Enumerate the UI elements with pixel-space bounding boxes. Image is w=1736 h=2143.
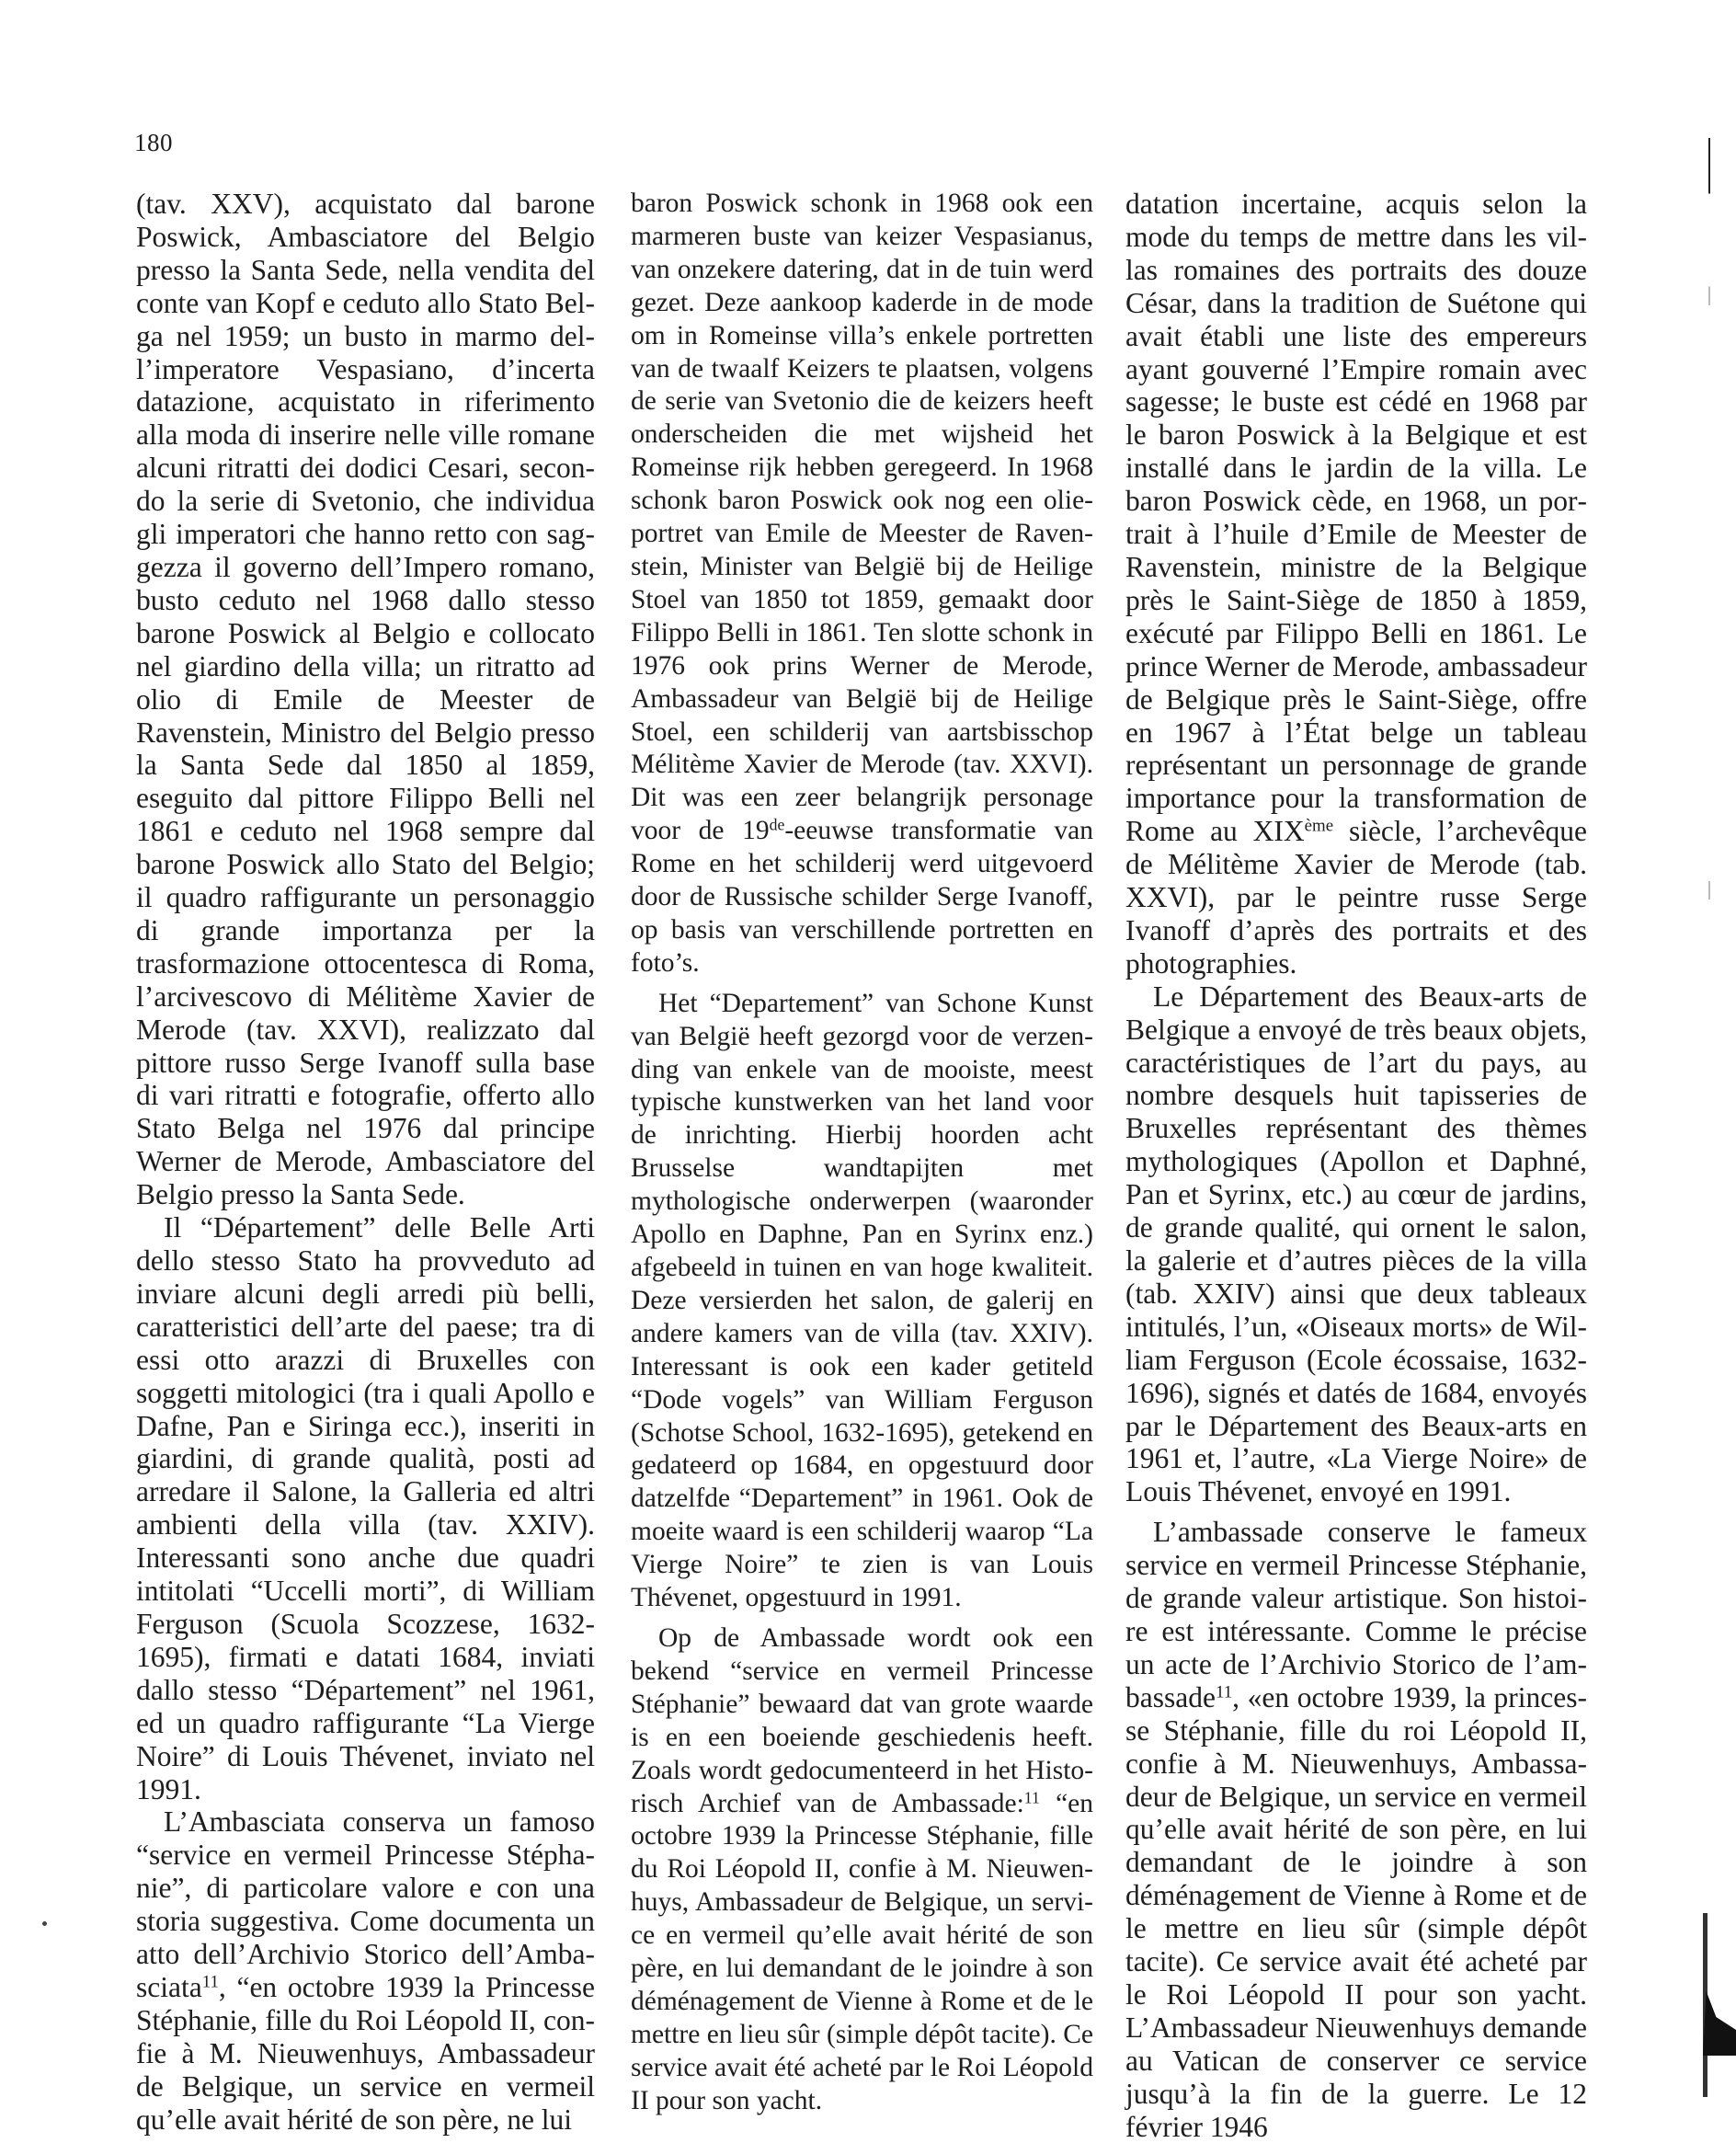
text-run: , «en octobre 1939, la princesse Stéphanie, fille du roi Léopold II, confie à M. Nieuwenhuys, Ambassadeur de Belgique, un service en vermeil qu’elle avait hérité de son père, en lui demandant de le joindre à son déménagement de Vienne à Rome et de le mettre en lieu sûr (simple dépôt tacite). Ce service avait été acheté par le Roi Léopold II pour son yacht. L’Ambassadeur Nieuwenhuys demande au Vatican de conserver ce service jusqu’à la fin de la guerre. Le 12 février 1946 (1125, 1680, 1587, 2143)
text-run: datation incertaine, acquis selon la mode du temps de mettre dans les villas romaines des portraits des douze César, dans la tradition de Suétone qui avait établi une liste des empereurs ayant gouverné l’Empire romain avec sagesse; le buste est cédé en 1968 par le baron Poswick à la Belgique et est installé dans le jardin de la villa. Le baron Poswick cède, en 1968, un portrait à l’huile d’Emile de Meester de Ravenstein, ministre de la Belgique près le Saint-Siège de 1850 à 1859, exécuté par Filippo Belli en 1861. Le prince Werner de Merode, ambassadeur de Belgique près le Saint-Siège, offre en 1967 à l’État belge un tableau représentant un personnage de grande importance pour la transformation de Rome au XIX (1125, 188, 1587, 848)
scan-speck (42, 1921, 47, 1926)
text-run: , “en octobre 1939 la Princesse Stéphanie, fille du Roi Léopold II, confie à M. Nieuwenhuys, Ambassadeur de Belgique, un service en vermeil qu’elle avait hérité de son père, ne lui (136, 1970, 595, 2136)
ordinal-superscript: ème (1304, 816, 1334, 836)
paragraph: (tav. XXV), acquistato dal barone Poswick, Ambasciatore del Belgio presso la Santa Sede, nella vendita del conte van Kopf e ceduto allo Stato Belga nel 1959; un busto in marmo dell’imperatore Vespasiano, d’incerta datazione, acquistato in riferimento alla moda di inserire nelle ville romane alcuni ritratti dei dodici Cesari, secondo la serie di Svetonio, che individua gli imperatori che hanno retto con saggezza il governo dell’Impero romano, busto ceduto nel 1968 dallo stesso barone Poswick al Belgio e collocato nel giardino della villa; un ritratto ad olio di Emile de Meester de Ravenstein, Ministro del Belgio presso la Santa Sede dal 1850 al 1859, eseguito dal pittore Filippo Belli nel 1861 e ceduto nel 1968 sempre dal barone Poswick allo Stato del Belgio; il quadro raffigurante un personaggio di grande importanza per la trasformazione ottocentesca di Roma, l’arcivescovo di Mélitème Xavier de Merode (tav. XXVI), realizzato dal pittore russo Serge Ivanoff sulla base di vari ritratti e fotografie, offerto allo Stato Belga nel 1976 dal principe Werner de Merode, Ambasciatore del Belgio presso la Santa Sede. (136, 188, 595, 1211)
paragraph (631, 188, 1093, 980)
text-run: L’ambassade conserve le fameux service en vermeil Princesse Stéphanie, de grande valeur artistique. Son histoire est intéressante. Comme le précise un acte de l’Archivio Storico de l’ambassade (1125, 1516, 1587, 1713)
paragraph: Het “Departement” van Schone Kunst van België heeft gezorgd voor de verzending van enkele van de mooiste, meest typische kunstwerken van het land voor de inrichting. Hierbij hoorden acht Brusselse wandtapijten met mythologische onderwerpen (waaronder Apollo en Daphne, Pan en Syrinx enz.) afgebeeld in tuinen en van hoge kwaliteit. Deze versierden het salon, de galerij en andere kamers van de villa (tav. XXIV). Interessant is ook een kader getiteld “Dode vogels” van William Ferguson (Schotse School, 1632-1695), getekend en gedateerd op 1684, en opgestuurd door datzelfde “Departement” in 1961. Ook de moeite waard is een schilderij waarop “La Vierge Noire” te zien is van Louis Thévenet, opgestuurd in 1991. (631, 988, 1093, 1613)
paragraph: Le Département des Beaux-arts de Belgique a envoyé de très beaux objets, caractéristiques de l’art du pays, au nombre desquels huit tapisseries de Bruxelles représentant des thèmes mythologiques (Apollon et Daphné, Pan et Syrinx, etc.) au cœur de jardins, de grande qualité, qui ornent le salon, la galerie et d’autres pièces de la villa (tab. XXIV) ainsi que deux tableaux intitulés, l’un, «Oiseaux morts» de William Ferguson (Ecole écossaise, 1632-1696), signés et datés de 1684, envoyés par le Département des Beaux-arts en 1961 et, l’autre, «La Vierge Noire» de Louis Thévenet, envoyé en 1991. (1125, 980, 1587, 1508)
paragraph (1125, 1516, 1587, 2143)
text-run: “en octobre 1939 la Princesse Stéphanie, fille du Roi Léopold II, confie à M. Nieuwenhuys, Ambassadeur de Belgique, un service en vermeil qu’elle avait hérité de son père, en lui demandant de le joindre à son déménagement de Vienne à Rome et de le mettre en lieu sûr (simple dépôt tacite). Ce service avait été acheté par le Roi Léopold II pour son yacht. (631, 1788, 1094, 2115)
french-text-column (1125, 188, 1587, 2143)
dutch-text-column (631, 188, 1093, 2118)
scan-edge-line (1708, 138, 1710, 1996)
text-run: Op de Ambassade wordt ook een bekend “service en vermeil Princesse Stéphanie” bewaard dat van grote waarde is en een boeiende geschiedenis heeft. Zoals wordt gedocumenteerd in het Historisch Archief van de Ambassade: (631, 1622, 1093, 1818)
text-run: baron Poswick schonk in 1968 ook een marmeren buste van keizer Vespasianus, van onzekere datering, dat in de tuin werd gezet. Deze aankoop kaderde in de mode om in Romeinse villa’s enkele portretten van de twaalf Keizers te plaatsen, volgens de serie van Svetonio die de keizers heeft onderscheiden die met wijsheid het Romeinse rijk hebben geregeerd. In 1968 schonk baron Poswick ook nog een olieportret van Emile de Meester de Ravenstein, Minister van België bij de Heilige Stoel van 1850 tot 1859, gemaakt door Filippo Belli in 1861. Ten slotte schonk in 1976 ook prins Werner de Merode, Ambassadeur van België bij de Heilige Stoel, een schilderij van aartsbisschop Mélitème Xavier de Merode (tav. XXVI). Dit was een zeer belangrijk personage voor de 19 (631, 189, 1093, 846)
text-run: L’Ambasciata conserva un famoso “service en vermeil Princesse Stéphanie”, di particolare valore e con una storia suggestiva. Come documenta un atto dell’Archivio Storico dell’Ambasciata (136, 1805, 595, 2003)
paragraph (1125, 188, 1587, 980)
footnote-reference: 11 (1023, 1787, 1040, 1806)
footnote-reference: 11 (201, 1972, 219, 1992)
italian-text-column (136, 188, 595, 2136)
text-run: siècle, l’archevêque de Mélitème Xavier de Merode (tab. XXVI), par le peintre russe Serge Ivanoff d’après des portraits et des photographies. (1125, 815, 1587, 980)
ordinal-superscript: de (769, 815, 785, 834)
paragraph: Il “Département” delle Belle Arti dello stesso Stato ha provveduto ad inviare alcuni degli arredi più belli, caratteristici dell’arte del paese; tra di essi otto arazzi di Bruxelles con soggetti mitologici (tra i quali Apollo e Dafne, Pan e Siringa ecc.), inseriti in giardini, di grande qualità, posti ad arredare il Salone, la Galleria ed altri ambienti della villa (tav. XXIV). Interessanti sono anche due quadri intitolati “Uccelli morti”, di William Ferguson (Scuola Scozzese, 1632-1695), firmati e datati 1684, inviati dallo stesso “Département” nel 1961, ed un quadro raffigurante “La Vierge Noire” di Louis Thévenet, inviato nel 1991. (136, 1211, 595, 1805)
scan-binding-edge (1699, 0, 1736, 2099)
text-run: -eeuwse transformatie van Rome en het schilderij werd uitgevoerd door de Russische schilder Serge Ivanoff, op basis van verschillende portretten en foto’s. (631, 816, 1093, 978)
page-number: 180 (134, 129, 173, 156)
paragraph (136, 1805, 595, 2136)
footnote-reference: 11 (1215, 1682, 1233, 1702)
paragraph (631, 1622, 1093, 2118)
